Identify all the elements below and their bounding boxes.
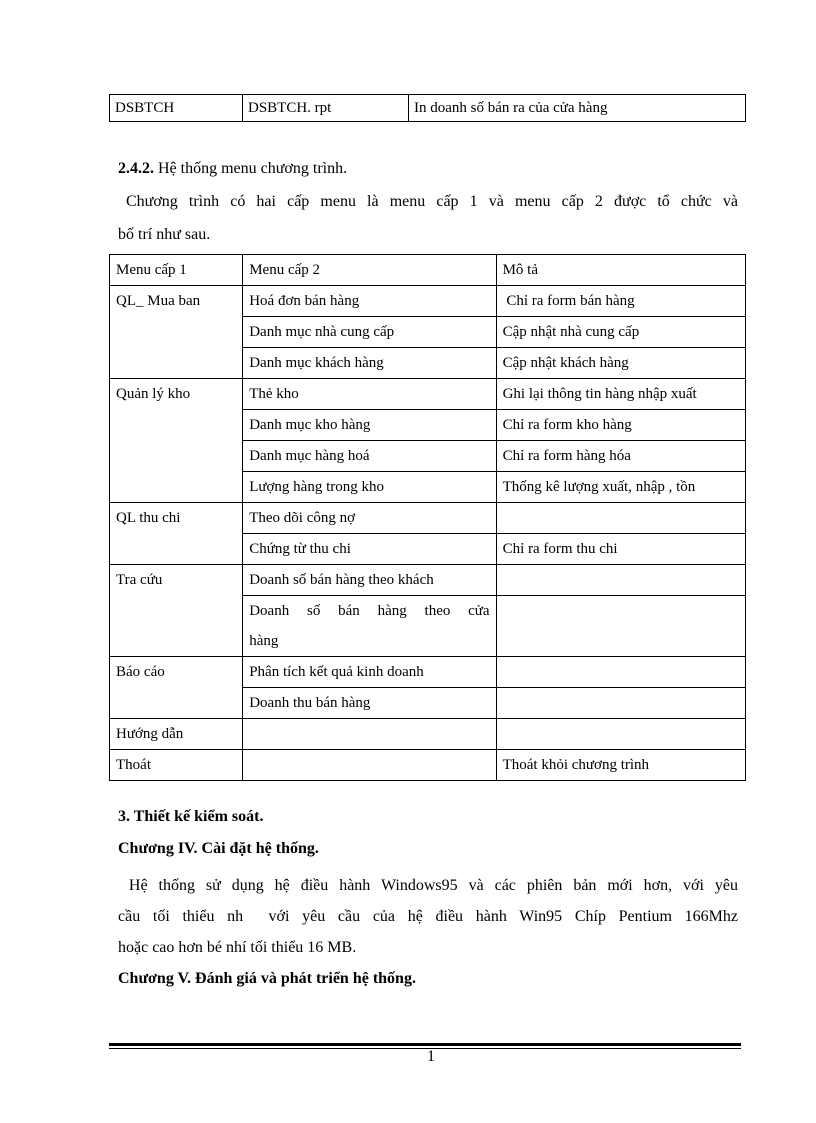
menu-level1-cell: Báo cáo: [110, 657, 243, 719]
menu-level1-cell: QL_ Mua ban: [110, 286, 243, 379]
description-cell: [496, 503, 745, 534]
description-cell: Chỉ ra form kho hàng: [496, 410, 745, 441]
description-cell: Chỉ ra form bán hàng: [496, 286, 745, 317]
menu-level2-cell: Hoá đơn bán hàng: [243, 286, 496, 317]
table-row: [110, 657, 746, 688]
description-cell: Cập nhật khách hàng: [496, 348, 745, 379]
description-cell: [496, 688, 745, 719]
menu-level1-cell: Hướng dẫn: [110, 719, 243, 750]
description-cell: Thoát khỏi chương trình: [496, 750, 745, 781]
chapter4-paragraph-line1: Hệ thống sử dụng hệ điều hành Windows95 và các phiên bản mới hơn, với yêu: [118, 877, 738, 894]
menu-level2-cell: Thẻ kho: [243, 379, 496, 410]
menu-level2-cell: Danh mục hàng hoá: [243, 441, 496, 472]
description-cell: Ghi lại thông tin hàng nhập xuất: [496, 379, 745, 410]
page-number: 1: [427, 1048, 435, 1065]
description-cell: Thống kê lượng xuất, nhập , tồn: [496, 472, 745, 503]
menu-level2-cell: Theo dõi công nợ: [243, 503, 496, 534]
intro-paragraph-line2: bố trí như sau.: [118, 226, 211, 243]
chapter-heading-4: Chương IV. Cài đặt hệ thống.: [118, 840, 319, 857]
menu-level2-cell: Danh mục nhà cung cấp: [243, 317, 496, 348]
footer-rule-thick: [109, 1043, 741, 1046]
menu-level2-cell: Danh mục kho hàng: [243, 410, 496, 441]
menu-level2-cell: [243, 719, 496, 750]
table-row: [110, 565, 746, 596]
chapter4-paragraph-line2: cầu tối thiểu nh với yêu cầu của hệ điều hành Win95 Chíp Pentium 166Mhz: [118, 908, 738, 925]
description-cell: [496, 565, 745, 596]
description-cell: Cập nhật nhà cung cấp: [496, 317, 745, 348]
chapter-heading-5: Chương V. Đánh giá và phát triển hệ thống.: [118, 970, 416, 987]
table-row: [110, 379, 746, 410]
menu-level2-cell: Phân tích kết quả kinh doanh: [243, 657, 496, 688]
table-header-row: [110, 255, 746, 286]
table-cell: In doanh số bán ra của cửa hàng: [409, 95, 746, 122]
menu-table: [109, 254, 746, 781]
menu-level2-cell: Doanh thu bán hàng: [243, 688, 496, 719]
section-heading-242: [118, 160, 347, 178]
menu-level1-cell: Thoát: [110, 750, 243, 781]
description-cell: [496, 596, 745, 657]
table-row: [110, 719, 746, 750]
section-title: Hệ thống menu chương trình.: [154, 160, 348, 177]
menu-level2-cell: [243, 596, 496, 657]
table-row: [110, 750, 746, 781]
menu-level1-cell: Quản lý kho: [110, 379, 243, 503]
table-cell: DSBTCH: [110, 95, 243, 122]
menu-level1-cell: Tra cứu: [110, 565, 243, 657]
column-header: Menu cấp 2: [243, 255, 496, 286]
column-header: Menu cấp 1: [110, 255, 243, 286]
menu-level2-cell: Lượng hàng trong kho: [243, 472, 496, 503]
section-number: 2.4.2.: [118, 160, 154, 177]
menu-level2-cell: Danh mục khách hàng: [243, 348, 496, 379]
chapter4-paragraph-line3: hoặc cao hơn bé nhí tối thiểu 16 MB.: [118, 939, 357, 956]
file-table-fragment: [109, 94, 746, 122]
description-cell: [496, 719, 745, 750]
table-row: [110, 503, 746, 534]
menu-level1-cell: QL thu chi: [110, 503, 243, 565]
menu-level2-cell: Chứng từ thu chi: [243, 534, 496, 565]
table-row: [110, 286, 746, 317]
wrapped-text-line: Doanh số bán hàng theo cửa: [249, 603, 490, 619]
table-row: [110, 95, 746, 122]
description-cell: [496, 657, 745, 688]
menu-level2-cell: Doanh số bán hàng theo khách: [243, 565, 496, 596]
table-cell: DSBTCH. rpt: [243, 95, 409, 122]
section-heading-3: 3. Thiết kế kiểm soát.: [118, 808, 264, 825]
description-cell: Chỉ ra form thu chi: [496, 534, 745, 565]
intro-paragraph-line1: Chương trình có hai cấp menu là menu cấp 1 và menu cấp 2 được tổ chức và: [126, 193, 738, 210]
wrapped-text-line: hàng: [249, 633, 279, 649]
description-cell: Chỉ ra form hàng hóa: [496, 441, 745, 472]
menu-level2-cell: [243, 750, 496, 781]
column-header: Mô tả: [496, 255, 745, 286]
